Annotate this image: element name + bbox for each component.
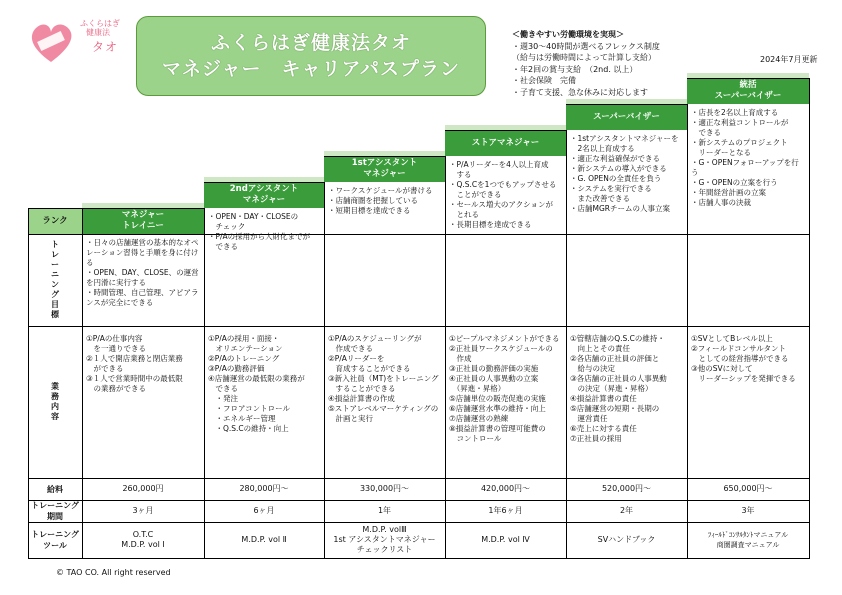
label-char: 務: [51, 392, 59, 401]
duty-item: ⑤店舗運営の短期・長期の: [570, 404, 660, 413]
period-value: 2年: [619, 506, 634, 515]
rank-header: 1stアシスタント マネジャー: [324, 156, 445, 182]
duty-item: 給与の決定: [570, 364, 615, 373]
duty-item: ②フィールドコンサルタント: [691, 344, 786, 353]
goal-item: ・店舗MGRチームの人事立案: [570, 204, 670, 213]
duties-label: [28, 326, 82, 478]
tools-value: O.T.C M.D.P. vol Ⅰ: [121, 530, 165, 549]
rank-header: マネジャー トレイニー: [82, 208, 204, 234]
goal-item: ・店舗人事の決裁: [691, 198, 751, 207]
duty-item: ③１人で営業時間中の最低限: [86, 374, 183, 383]
duty-item: オリエンテーション: [208, 344, 283, 353]
env-item: （給与は労働時間によって計算し支給）: [512, 53, 656, 62]
duty-item: ⑤店舗単位の販売促進の実施: [449, 394, 546, 403]
logo-tao: タオ: [92, 40, 119, 54]
salary-value: 330,000円～: [359, 484, 410, 493]
duty-item: ②各店舗の正社員の評価と: [570, 354, 660, 363]
training-goal-cell: [204, 210, 324, 254]
salary-value: 520,000円～: [601, 484, 652, 493]
duty-item: ①P/Aの仕事内容: [86, 334, 143, 343]
duty-item: ・エネルギー管理: [208, 414, 276, 423]
duty-item: 作成できる: [328, 344, 373, 353]
page-title: ふくらはぎ健康法タオ マネジャー キャリアパスプラン: [136, 16, 486, 96]
duty-item: ⑥店舗運営水準の維持・向上: [449, 404, 546, 413]
tools-value: SVハンドブック: [597, 535, 656, 544]
duty-item: ・Q.S.Cの維持・向上: [208, 424, 289, 433]
grid-line: [445, 130, 566, 131]
goal-item: とれる: [449, 210, 479, 219]
goal-item: ・店長を2名以上育成する: [691, 108, 779, 117]
label-char: ン: [51, 280, 59, 289]
duty-item: ③各店舗の正社員の人事異動: [570, 374, 667, 383]
salary-value: 420,000円～: [480, 484, 531, 493]
rank-header: スーパーバイザー: [566, 104, 687, 130]
training-goal-cell: [324, 184, 445, 218]
label-char: 標: [51, 310, 59, 319]
duty-item: ①管轄店舗のQ.S.Cの維持・: [570, 334, 665, 343]
training-goal-cell: [445, 158, 566, 232]
training-goal-cell: [566, 132, 687, 216]
duty-item: できる: [208, 384, 238, 393]
label-char: 内: [51, 402, 59, 411]
duty-item: ⑦正社員の採用: [570, 434, 622, 443]
work-environment-box: [512, 29, 660, 98]
salary-value: 280,000円～: [239, 484, 289, 493]
duty-item: リーダーシップを発揮できる: [691, 374, 796, 383]
goal-item: ・P/Aの採用から人財化までが: [208, 232, 311, 241]
tools-value: M.D.P. vol Ⅱ: [241, 535, 287, 544]
duty-item: の業務ができる: [86, 384, 146, 393]
goal-item: ・OPEN・DAY・CLOSEの: [208, 212, 299, 221]
label-char: 業: [51, 382, 59, 391]
grid-line: [204, 182, 324, 183]
duty-item: ①ピープルマネジメントができる: [449, 334, 560, 343]
duty-item: としての経営指導ができる: [691, 354, 789, 363]
duty-item: ②１人で開店業務と閉店業務: [86, 354, 183, 363]
goal-item: ・Q.S.Cを1つでもアップさせる: [449, 180, 557, 189]
grid-line: [28, 558, 809, 559]
label-char: ニ: [51, 270, 59, 279]
goal-item: ・年間経営計画の立案: [691, 188, 766, 197]
duty-item: の決定（昇進・昇格）: [570, 384, 653, 393]
duty-item: ①SVとしてBレベル以上: [691, 334, 773, 343]
duty-item: ①P/Aの採用・面接・: [208, 334, 280, 343]
duty-item: ④店舗運営の最低限の業務が: [208, 374, 305, 383]
grid-line: [28, 208, 82, 209]
salary-value: 260,000円: [122, 484, 164, 493]
tools-value: M.D.P. volⅢ 1st アシスタントマネジャー チェックリスト: [333, 525, 436, 554]
goal-item: ・新システムの導入ができる: [570, 164, 667, 173]
goal-item: ・適正な利益確保ができる: [570, 154, 660, 163]
goal-item: ・OPEN、DAY、CLOSE、の運営を円滑に実行する: [86, 268, 199, 287]
label-char: ー: [51, 260, 59, 269]
logo-text: ふくらはぎ 健康法: [80, 19, 120, 37]
duty-item: コントロール: [449, 434, 502, 443]
goal-item: ・新システムのプロジェクト: [691, 138, 788, 147]
goal-item: ・店舗商圏を把握している: [328, 196, 418, 205]
goal-item: ・G. OPENの全責任を負う: [570, 174, 662, 183]
goal-item: また改善できる: [570, 194, 630, 203]
goal-item: ・G・OPENの立案を行う: [691, 178, 778, 187]
env-heading: ＜働きやすい労働環境を実現＞: [512, 30, 624, 39]
grid-line: [324, 156, 445, 157]
period-value: 1年: [377, 506, 392, 515]
duties-cell: [82, 332, 204, 396]
duty-item: 作成: [449, 354, 472, 363]
goal-item: ・ワークスケジュールが書ける: [328, 186, 433, 195]
grid-line: [566, 104, 687, 105]
duties-cell: [324, 332, 445, 426]
updated-date: 2024年7月更新: [760, 55, 818, 64]
goal-item: 2名以上育成する: [570, 144, 635, 153]
env-item: ・年2回の賞与支給 （2nd. 以上）: [512, 64, 638, 74]
duties-cell: [445, 332, 566, 446]
goal-item: ・G・OPENフォローアップを行う: [691, 158, 799, 177]
tools-value: M.D.P. vol Ⅳ: [481, 535, 530, 544]
duty-item: ④正社員の人事異動の立案: [449, 374, 539, 383]
duty-item: ①P/Aのスケジューリングが: [328, 334, 422, 343]
goal-item: ・システムを実行できる: [570, 184, 652, 193]
goal-item: する: [449, 170, 472, 179]
duty-item: ②P/Aのトレーニング: [208, 354, 280, 363]
goal-item: ・セールス増大のアクションが: [449, 200, 553, 209]
period-label: トレーニング 期間: [31, 501, 79, 521]
label-char: レ: [51, 250, 59, 259]
env-item: ・子育て支援、急な休みに対応します: [512, 87, 648, 97]
duty-item: ④損益計算書の責任: [570, 394, 637, 403]
goal-item: できる: [208, 242, 238, 251]
rank-header: ストアマネジャー: [445, 130, 566, 156]
label-char: 容: [51, 412, 59, 421]
duty-item: ⑦店舗運営の熟練: [449, 414, 509, 423]
rank-header-label: ランク: [28, 208, 82, 234]
goal-item: リーダーとなる: [691, 148, 751, 157]
duty-item: ⑤ストアレベルマーケティングの: [328, 404, 439, 413]
duty-item: ②正社員ワークスケジュールの: [449, 344, 553, 353]
label-char: ト: [51, 240, 59, 249]
label-char: 目: [51, 300, 59, 309]
period-value: 3年: [741, 506, 755, 515]
duty-item: ⑥売上に対する責任: [570, 424, 637, 433]
duties-cell: [687, 332, 809, 386]
goal-item: ・長期目標を達成できる: [449, 220, 532, 229]
goal-item: チェック: [208, 222, 246, 231]
duty-item: 育成することができる: [328, 364, 411, 373]
duty-item: ・フロアコントロール: [208, 404, 290, 413]
duty-item: ③正社員の勤務評価の実施: [449, 364, 539, 373]
duty-item: を一通りできる: [86, 344, 146, 353]
duties-cell: [566, 332, 687, 446]
duty-item: ②P/Aリーダーを: [328, 354, 385, 363]
salary-value: 650,000円～: [723, 484, 773, 493]
label-char: グ: [51, 290, 59, 299]
goal-item: ・時間管理、自己管理、アピアランスが完全にできる: [86, 288, 199, 307]
duty-item: 向上とその責任: [570, 344, 630, 353]
duty-item: （昇進・昇格）: [449, 384, 506, 393]
duty-item: ④損益計算書の作成: [328, 394, 395, 403]
training-goal-label: [28, 234, 82, 326]
training-goal-cell: [687, 106, 809, 210]
grid-line: [28, 234, 809, 235]
duty-item: ができる: [86, 364, 124, 373]
duty-item: ③新入社員（MT)をトレーニング: [328, 374, 439, 383]
duty-item: ⑧損益計算書の管理可能費の: [449, 424, 546, 433]
duty-item: ③P/Aの勤務評価: [208, 364, 265, 373]
rank-header: 統括 スーパーバイザー: [687, 78, 809, 104]
training-goal-cell: [82, 236, 204, 310]
period-value: 6ヶ月: [253, 506, 275, 515]
duties-cell: [204, 332, 324, 436]
duty-item: ・発注: [208, 394, 238, 403]
rank-header: 2ndアシスタント マネジャー: [204, 182, 324, 208]
salary-label: 給料: [47, 484, 63, 494]
grid-line: [687, 78, 809, 79]
goal-item: ・日々の店舗運営の基本的なオペレーション習得と手順を身に付ける: [86, 238, 199, 267]
goal-item: ことができる: [449, 190, 502, 199]
grid-line: [28, 326, 809, 327]
goal-item: ・短期目標を達成できる: [328, 206, 411, 215]
duty-item: 運営責任: [570, 414, 608, 423]
goal-item: ・1stアシスタントマネジャーを: [570, 134, 679, 143]
duty-item: ③他のSVに対して: [691, 364, 753, 373]
tools-value: ﾌｨｰﾙﾄﾞｺﾝｻﾙﾀﾝﾄマニュアル 商圏調査マニュアル: [707, 531, 789, 549]
goal-item: できる: [691, 128, 721, 137]
copyright: © TAO CO. All right reserved: [56, 568, 171, 577]
grid-line: [82, 208, 204, 209]
env-item: ・社会保険 完備: [512, 76, 576, 85]
goal-item: ・P/Aリーダーを4人以上育成: [449, 160, 549, 169]
duty-item: することができる: [328, 384, 396, 393]
env-item: ・週30～40時間が選べるフレックス制度: [512, 41, 660, 51]
grid-line: [809, 78, 810, 559]
period-value: 3ヶ月: [132, 506, 154, 515]
goal-item: ・適正な利益コントロールが: [691, 118, 789, 127]
period-value: 1年6ヶ月: [488, 506, 523, 515]
tools-label: トレーニング ツール: [31, 530, 79, 550]
duty-item: 計画と実行: [328, 414, 373, 423]
